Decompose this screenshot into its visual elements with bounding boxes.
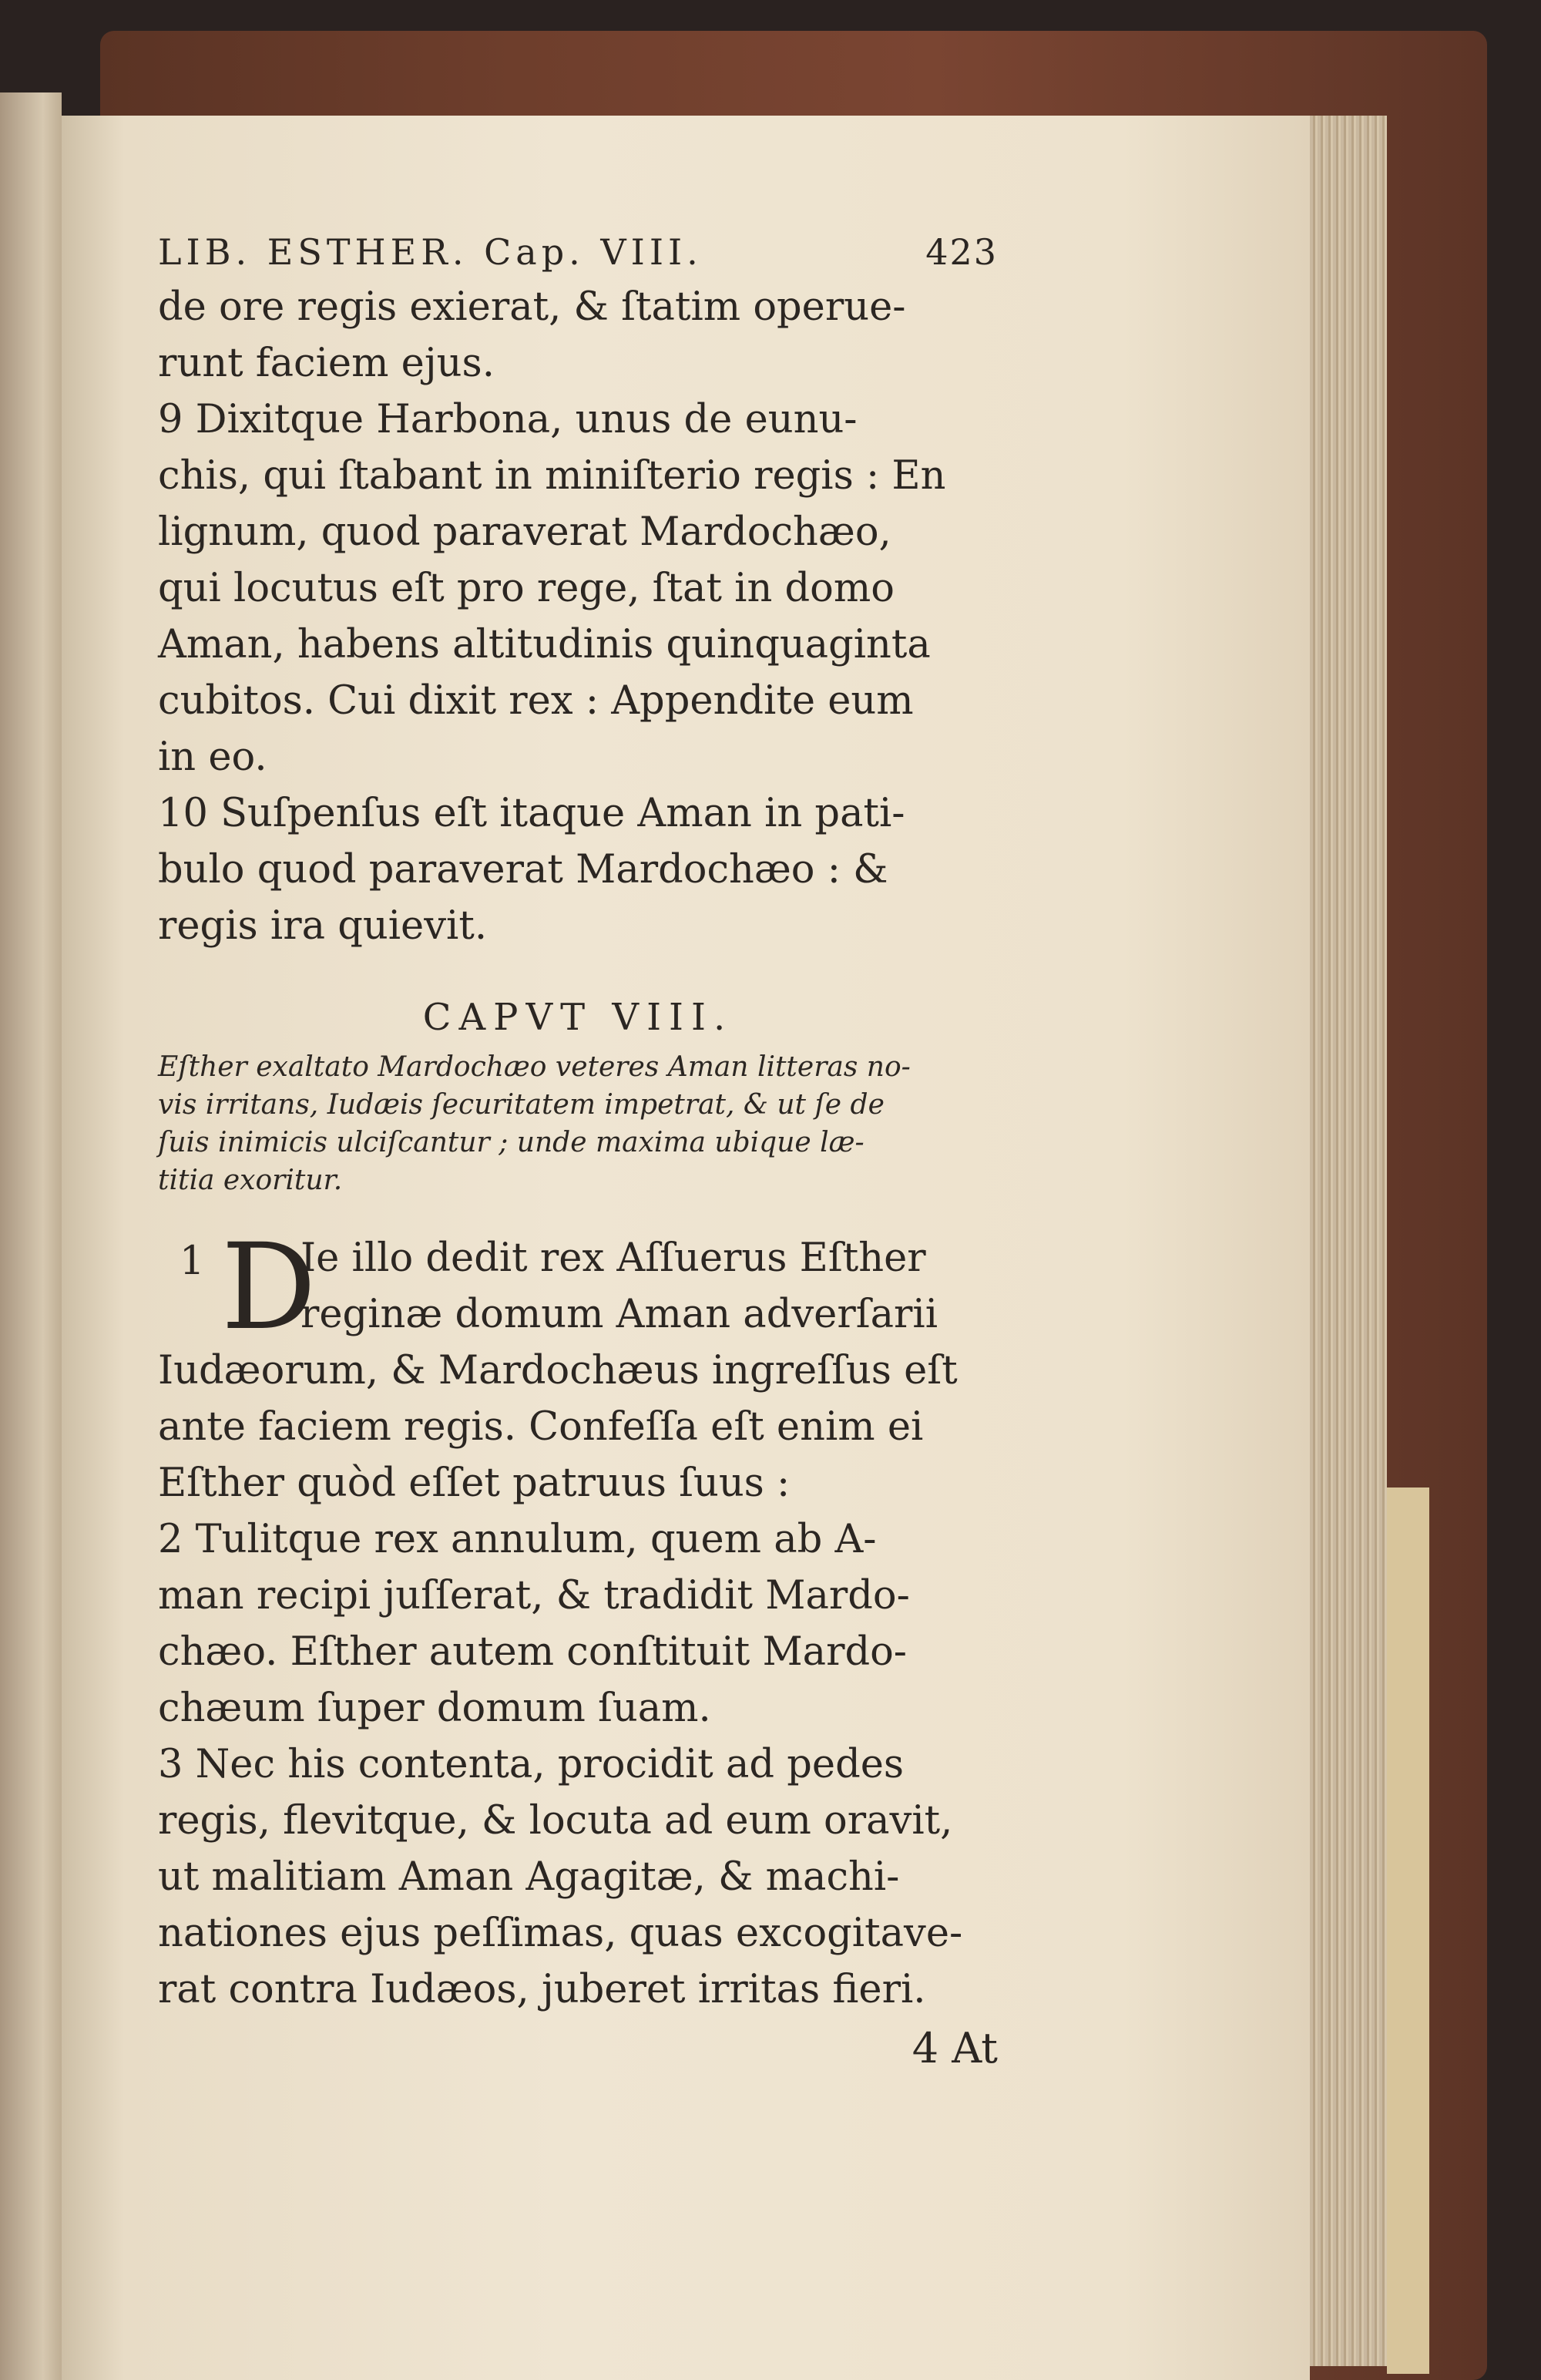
bookmark-strip bbox=[1387, 1488, 1429, 2374]
text-line: bulo quod paraverat Mardochæo : & bbox=[158, 847, 888, 892]
page-text bbox=[158, 231, 998, 2072]
text-line: ut malitiam Aman Agagitæ, & machi- bbox=[158, 1854, 900, 1900]
chapter-heading: CAPVT VIII. bbox=[422, 996, 734, 1039]
summary-line: Eſther exaltato Mardochæo veteres Aman litteras no- bbox=[158, 1051, 911, 1083]
text-line: qui locutus eſt pro rege, ſtat in domo bbox=[158, 566, 895, 611]
catchword: 4 At bbox=[912, 2024, 998, 2072]
text-line: chæo. Eſther autem conſtituit Mardo- bbox=[158, 1629, 908, 1675]
summary-line: vis irritans, Iudæis ſecuritatem impetrat, & ut ſe de bbox=[158, 1089, 885, 1121]
text-line: lignum, quod paraverat Mardochæo, bbox=[158, 509, 891, 555]
text-line: cubitos. Cui dixit rex : Appendite eum bbox=[158, 678, 914, 724]
text-line: 9 Dixitque Harbona, unus de eunu- bbox=[158, 397, 858, 442]
facing-page-edge bbox=[0, 92, 62, 2380]
verse-continuation bbox=[158, 279, 998, 392]
running-head bbox=[158, 231, 998, 273]
verse-3 bbox=[158, 1736, 998, 2018]
text-line: nationes ejus peſſimas, quas excogitave- bbox=[158, 1911, 963, 1956]
verse-10 bbox=[158, 785, 998, 954]
text-line: man recipi juſſerat, & tradidit Mardo- bbox=[158, 1573, 910, 1619]
text-line: Eſther quòd eſſet patruus ſuus : bbox=[158, 1461, 791, 1506]
text-line: de ore regis exierat, & ſtatim operue- bbox=[158, 284, 906, 330]
text-line: 10 Suſpenſus eſt itaque Aman in pati- bbox=[158, 791, 905, 836]
running-title: LIB. ESTHER. Cap. VIII. bbox=[158, 231, 703, 273]
verse-1 bbox=[158, 1219, 998, 1511]
text-line: Ie illo dedit rex Aſſuerus Eſther bbox=[300, 1235, 926, 1281]
text-line: chis, qui ſtabant in miniſterio regis : En bbox=[158, 453, 946, 499]
verse-number: 1 bbox=[180, 1239, 205, 1284]
text-line: Iudæorum, & Mardochæus ingreſſus eſt bbox=[158, 1348, 958, 1393]
text-line: rat contra Iudæos, juberet irritas fieri. bbox=[158, 1967, 926, 2012]
text-line: regis, flevitque, & locuta ad eum oravit, bbox=[158, 1798, 953, 1844]
text-line: Aman, habens altitudinis quinquaginta bbox=[158, 622, 931, 667]
text-line: 2 Tulitque rex annulum, quem ab A- bbox=[158, 1517, 877, 1562]
summary-line: ſuis inimicis ulciſcantur ; unde maxima ubique læ- bbox=[158, 1127, 865, 1158]
drop-capital: D bbox=[221, 1219, 317, 1356]
summary-line: titia exoritur. bbox=[158, 1165, 343, 1196]
page-edges bbox=[1302, 116, 1387, 2366]
page-number: 423 bbox=[925, 231, 998, 273]
text-line: runt faciem ejus. bbox=[158, 341, 495, 386]
verse-9 bbox=[158, 392, 998, 785]
text-line: ante faciem regis. Confeſſa eſt enim ei bbox=[158, 1404, 924, 1450]
text-line: 3 Nec his contenta, procidit ad pedes bbox=[158, 1742, 905, 1787]
text-line: reginæ domum Aman adverſarii bbox=[300, 1292, 938, 1337]
chapter-summary bbox=[158, 1048, 998, 1199]
text-line: chæum ſuper domum ſuam. bbox=[158, 1686, 711, 1731]
text-line: regis ira quievit. bbox=[158, 903, 488, 949]
verse-2 bbox=[158, 1511, 998, 1736]
text-line: in eo. bbox=[158, 735, 267, 780]
